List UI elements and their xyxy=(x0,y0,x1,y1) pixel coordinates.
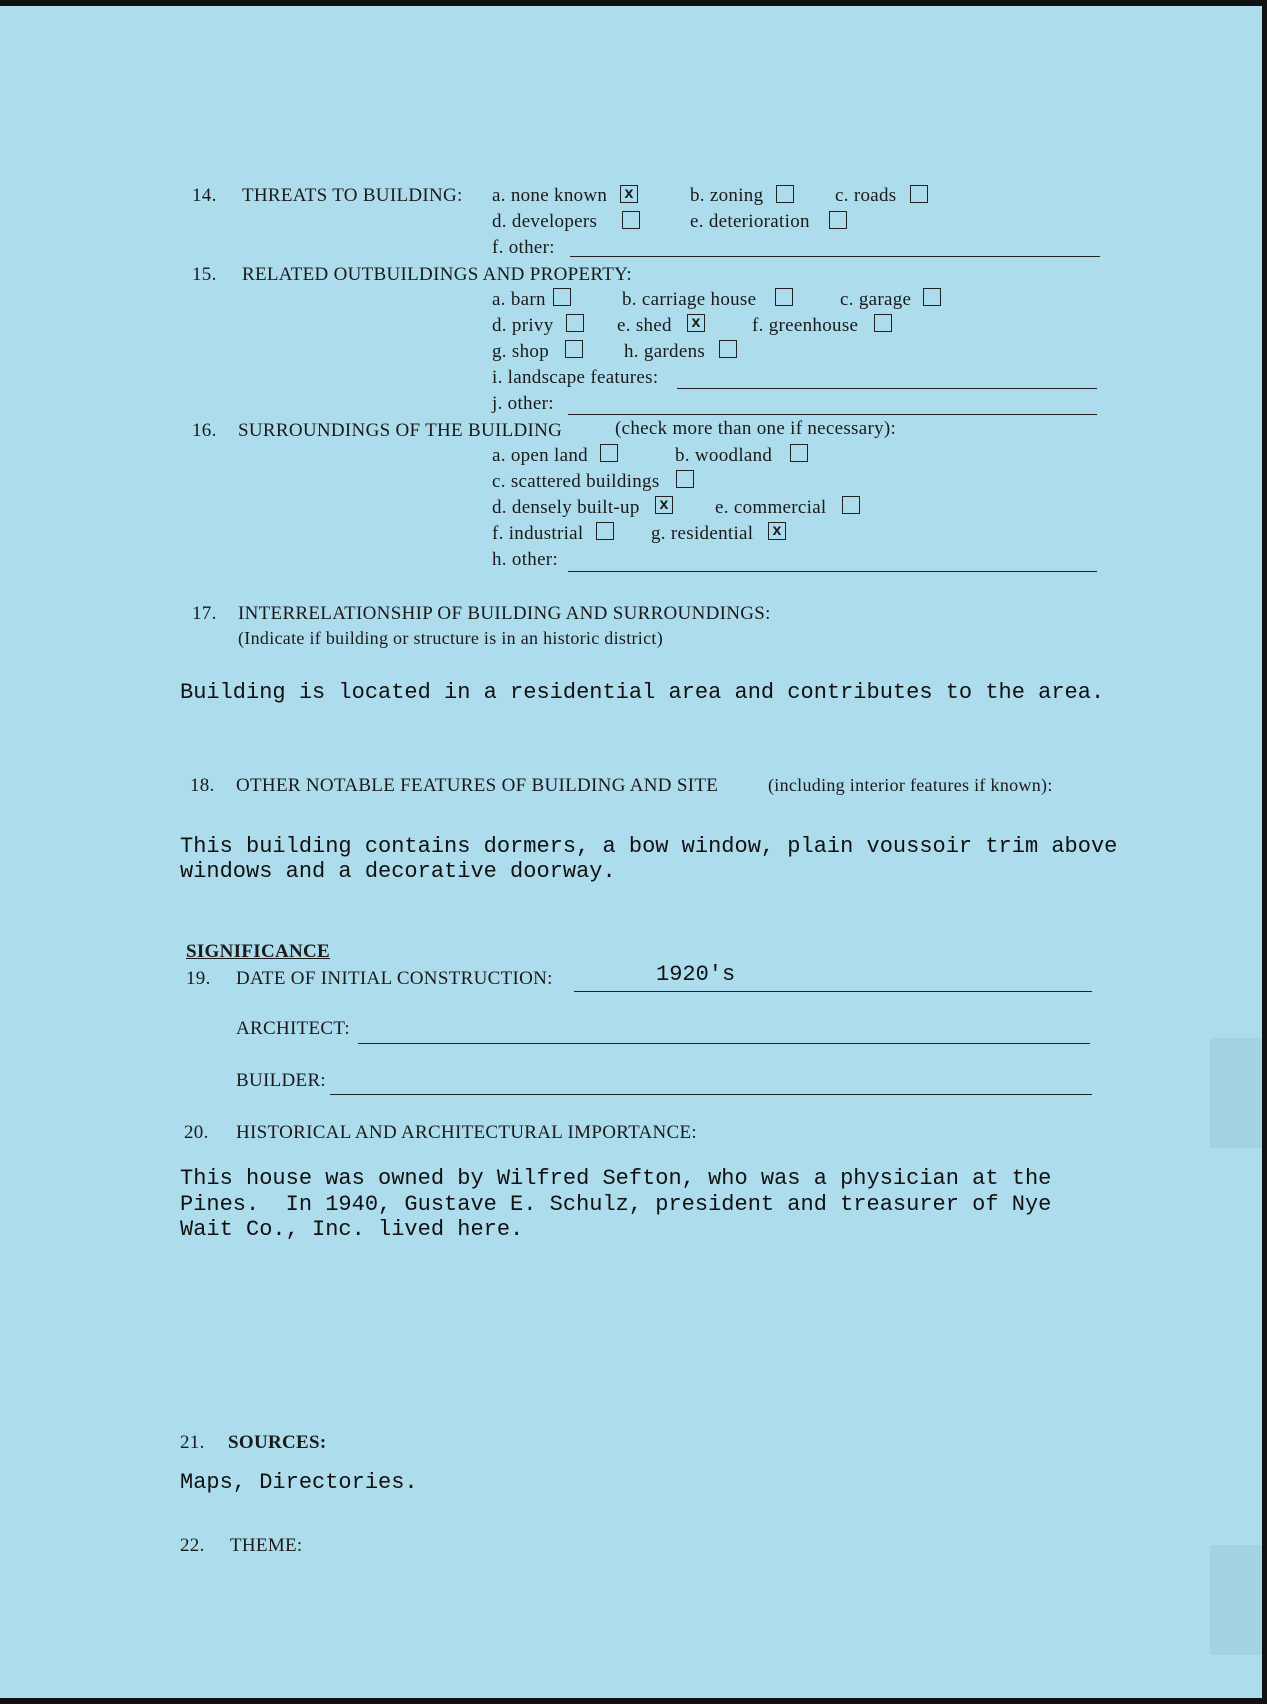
gardens-checkbox[interactable] xyxy=(719,340,737,358)
q20-answer-line1: This house was owned by Wilfred Sefton, who was a physician at the xyxy=(180,1166,1052,1191)
q15-g-label: g. shop xyxy=(492,341,549,362)
q18-answer-line2: windows and a decorative doorway. xyxy=(180,859,616,884)
q20-number: 20. xyxy=(184,1122,209,1143)
developers-checkbox[interactable] xyxy=(622,211,640,229)
greenhouse-checkbox[interactable] xyxy=(874,314,892,332)
q16-h-label: h. other: xyxy=(492,549,559,570)
woodland-checkbox[interactable] xyxy=(790,444,808,462)
q20-title: HISTORICAL AND ARCHITECTURAL IMPORTANCE: xyxy=(236,1122,697,1143)
densely-built-up-checkbox[interactable]: x xyxy=(655,496,673,514)
q22-title: THEME: xyxy=(230,1535,303,1556)
q19-title: DATE OF INITIAL CONSTRUCTION: xyxy=(236,968,553,989)
q14-f-label: f. other: xyxy=(492,237,555,258)
residential-checkbox[interactable]: x xyxy=(768,522,786,540)
architect-line[interactable] xyxy=(358,1043,1090,1044)
q15-h-label: h. gardens xyxy=(624,341,706,362)
q14-e-label: e. deterioration xyxy=(690,211,810,232)
none-known-checkbox[interactable]: x xyxy=(620,185,638,203)
landscape-features-line[interactable] xyxy=(677,388,1097,389)
q16-a-label: a. open land xyxy=(492,445,588,466)
q22-number: 22. xyxy=(180,1535,205,1556)
q21-title: SOURCES: xyxy=(228,1432,327,1453)
q15-a-label: a. barn xyxy=(492,289,546,310)
q14-c-label: c. roads xyxy=(835,185,897,206)
construction-date-line xyxy=(574,991,1092,992)
roads-checkbox[interactable] xyxy=(910,185,928,203)
q15-other-line[interactable] xyxy=(568,414,1097,415)
industrial-checkbox[interactable] xyxy=(596,522,614,540)
open-land-checkbox[interactable] xyxy=(600,444,618,462)
q16-other-line[interactable] xyxy=(568,571,1097,572)
q17-number: 17. xyxy=(192,603,217,624)
q15-e-label: e. shed xyxy=(617,315,672,336)
q16-e-label: e. commercial xyxy=(715,497,827,518)
construction-date[interactable]: 1920's xyxy=(656,962,736,987)
scan-border xyxy=(0,1698,1267,1704)
side-tab xyxy=(1210,1038,1262,1148)
garage-checkbox[interactable] xyxy=(923,288,941,306)
q18-answer-line1: This building contains dormers, a bow window, plain voussoir trim above xyxy=(180,834,1118,859)
q15-number: 15. xyxy=(192,264,217,285)
zoning-checkbox[interactable] xyxy=(776,185,794,203)
q16-number: 16. xyxy=(192,420,217,441)
q16-note: (check more than one if necessary): xyxy=(615,418,897,439)
q20-answer-line2: Pines. In 1940, Gustave E. Schulz, president and treasurer of Nye xyxy=(180,1192,1052,1217)
deterioration-checkbox[interactable] xyxy=(829,211,847,229)
carriage-house-checkbox[interactable] xyxy=(775,288,793,306)
q18-title: OTHER NOTABLE FEATURES OF BUILDING AND SITE xyxy=(236,775,719,796)
q14-b-label: b. zoning xyxy=(690,185,764,206)
q19-number: 19. xyxy=(186,968,211,989)
q16-b-label: b. woodland xyxy=(675,445,773,466)
builder-line[interactable] xyxy=(330,1094,1092,1095)
q17-answer: Building is located in a residential area and contributes to the area. xyxy=(180,680,1105,705)
architect-label: ARCHITECT: xyxy=(236,1018,350,1039)
q14-d-label: d. developers xyxy=(492,211,598,232)
q15-i-label: i. landscape features: xyxy=(492,367,659,388)
q14-number: 14. xyxy=(192,185,217,206)
builder-label: BUILDER: xyxy=(236,1070,327,1091)
q16-d-label: d. densely built-up xyxy=(492,497,640,518)
privy-checkbox[interactable] xyxy=(566,314,584,332)
q21-answer: Maps, Directories. xyxy=(180,1470,418,1495)
barn-checkbox[interactable] xyxy=(553,288,571,306)
q15-c-label: c. garage xyxy=(840,289,912,310)
q14-other-line[interactable] xyxy=(570,256,1100,257)
q16-title: SURROUNDINGS OF THE BUILDING xyxy=(238,420,563,441)
q15-d-label: d. privy xyxy=(492,315,554,336)
q14-title: THREATS TO BUILDING: xyxy=(242,185,463,206)
shed-checkbox[interactable]: x xyxy=(687,314,705,332)
shop-checkbox[interactable] xyxy=(565,340,583,358)
q21-number: 21. xyxy=(180,1432,205,1453)
q17-note: (Indicate if building or structure is in an historic district) xyxy=(238,628,663,648)
commercial-checkbox[interactable] xyxy=(842,496,860,514)
q16-g-label: g. residential xyxy=(651,523,754,544)
q18-number: 18. xyxy=(190,775,215,796)
q20-answer-line3: Wait Co., Inc. lived here. xyxy=(180,1217,524,1242)
q14-a-label: a. none known xyxy=(492,185,608,206)
side-tab xyxy=(1210,1545,1262,1655)
q16-f-label: f. industrial xyxy=(492,523,584,544)
q18-note: (including interior features if known): xyxy=(768,775,1053,795)
scattered-buildings-checkbox[interactable] xyxy=(676,470,694,488)
significance-heading: SIGNIFICANCE xyxy=(186,941,331,962)
q15-title: RELATED OUTBUILDINGS AND PROPERTY: xyxy=(242,264,632,285)
q15-b-label: b. carriage house xyxy=(622,289,757,310)
q16-c-label: c. scattered buildings xyxy=(492,471,660,492)
q17-title: INTERRELATIONSHIP OF BUILDING AND SURROUNDINGS: xyxy=(238,603,771,624)
q15-j-label: j. other: xyxy=(492,393,554,414)
q15-f-label: f. greenhouse xyxy=(752,315,859,336)
